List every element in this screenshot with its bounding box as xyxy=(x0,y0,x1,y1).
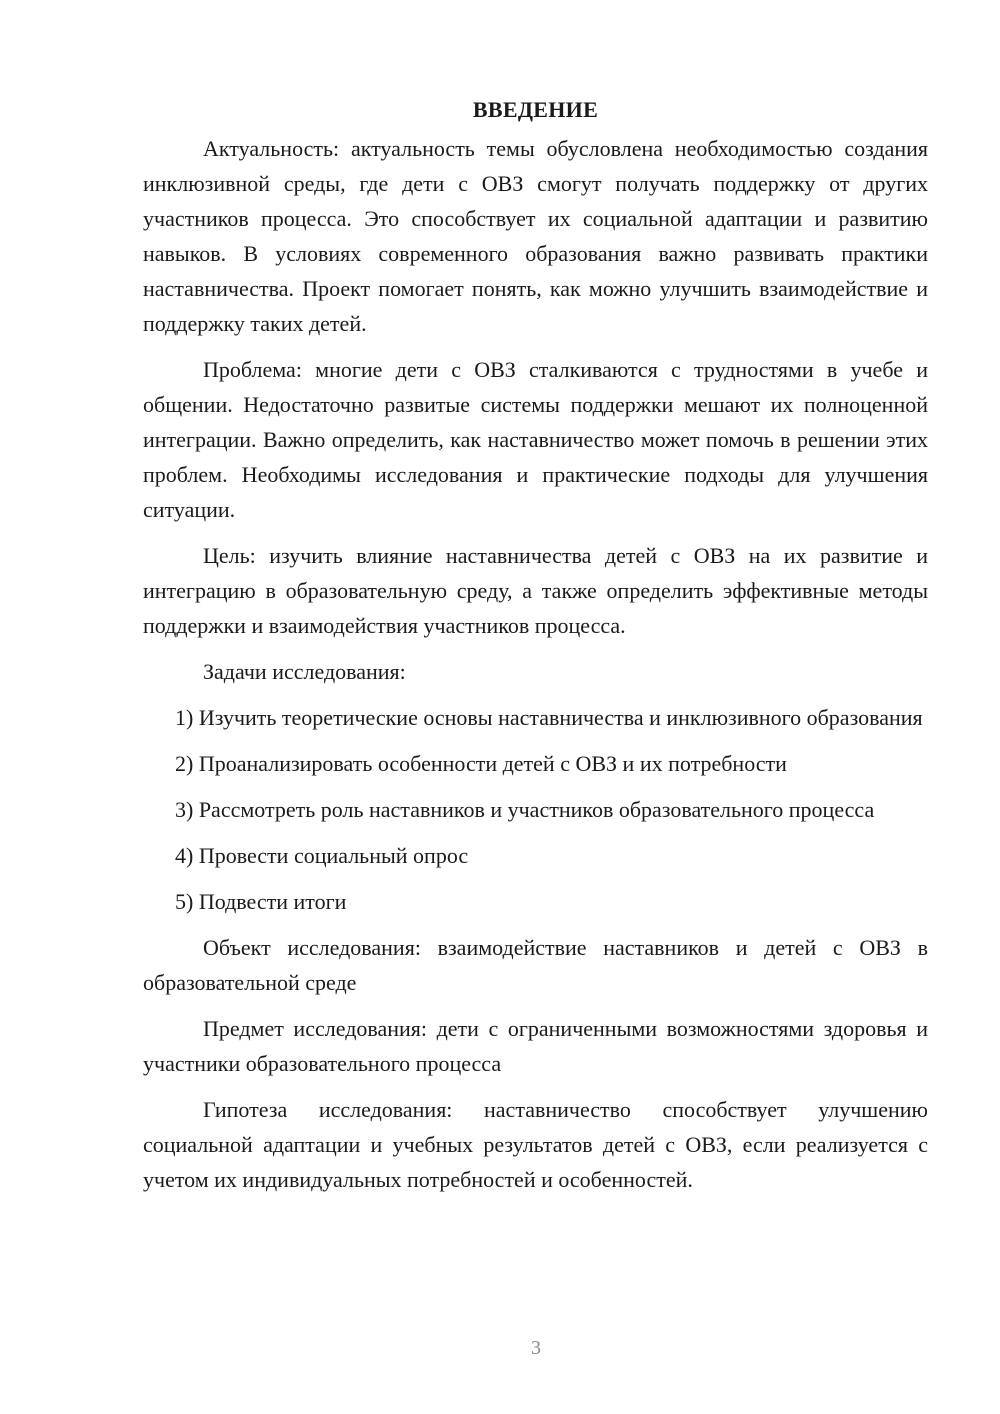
task-item-2: 2) Проанализировать особенности детей с ОВЗ и их потребности xyxy=(175,751,787,776)
page-number: 3 xyxy=(531,1337,541,1359)
relevance-paragraph: Актуальность: актуальность темы обусловлена необходимостью создания инклюзивной среды, где дети с ОВЗ смогут получать поддержку от других участников процесса. Это способствует их социальной адаптации и развитию навыков. В условиях современного образования важно развивать практики наставничества. Проект помогает понять, как можно улучшить взаимодействие и поддержку таких детей. xyxy=(143,136,928,336)
goal-paragraph: Цель: изучить влияние наставничества детей с ОВЗ на их развитие и интеграцию в образовательную среду, а также определить эффективные методы поддержки и взаимодействия участников процесса. xyxy=(143,543,928,638)
problem-paragraph: Проблема: многие дети с ОВЗ сталкиваются с трудностями в учебе и общении. Недостаточно развитые системы поддержки мешают их полноценной интеграции. Важно определить, как наставничество может помочь в решении этих проблем. Необходимы исследования и практические подходы для улучшения ситуации. xyxy=(143,357,928,522)
task-item-1: 1) Изучить теоретические основы наставничества и инклюзивного образования xyxy=(175,705,923,730)
subject-paragraph: Предмет исследования: дети с ограниченными возможностями здоровья и участники образовательного процесса xyxy=(143,1016,928,1076)
task-item-3: 3) Рассмотреть роль наставников и участников образовательного процесса xyxy=(175,797,875,822)
object-paragraph: Объект исследования: взаимодействие наставников и детей с ОВЗ в образовательной среде xyxy=(143,935,928,995)
task-item-4: 4) Провести социальный опрос xyxy=(175,843,469,868)
task-item-5: 5) Подвести итоги xyxy=(175,889,347,914)
hypothesis-paragraph: Гипотеза исследования: наставничество способствует улучшению социальной адаптации и учебных результатов детей с ОВЗ, если реализуется с учетом их индивидуальных потребностей и особенностей. xyxy=(143,1097,928,1192)
page-content xyxy=(143,92,928,1208)
tasks-list xyxy=(143,700,928,919)
tasks-heading: Задачи исследования: xyxy=(203,659,406,684)
section-title: ВВЕДЕНИЕ xyxy=(472,97,599,122)
